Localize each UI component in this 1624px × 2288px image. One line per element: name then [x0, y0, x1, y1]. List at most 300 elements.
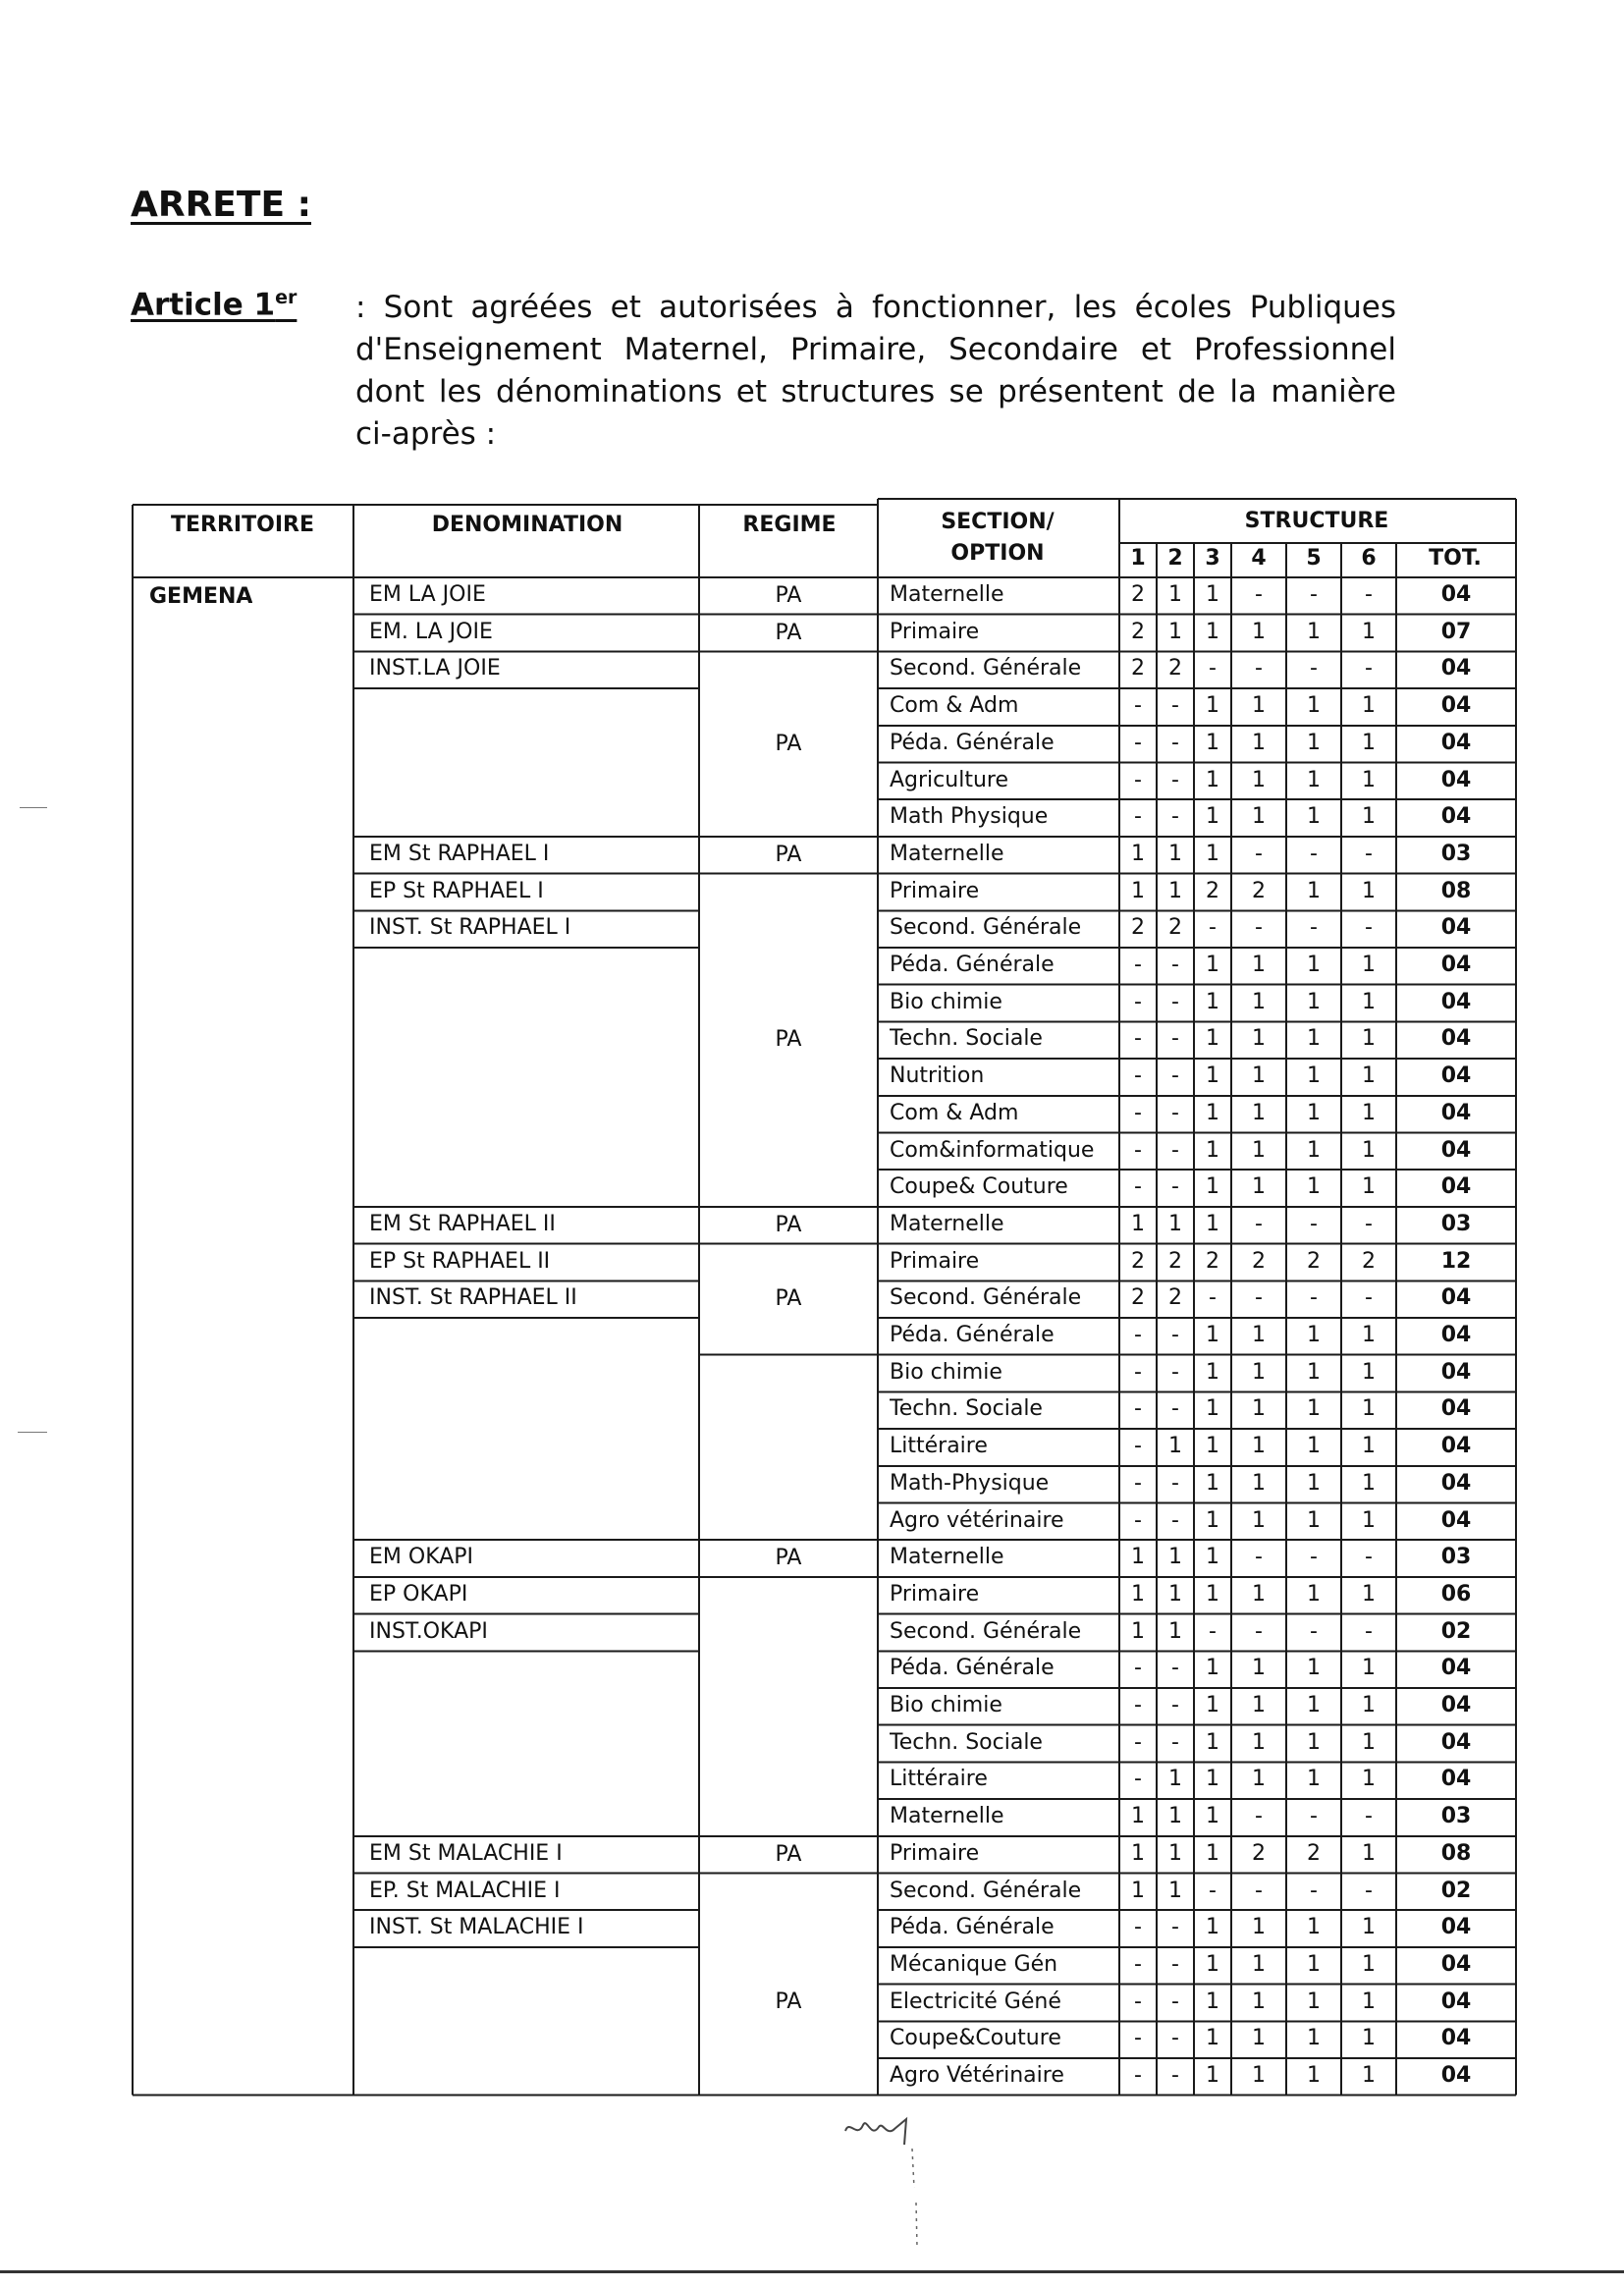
structure-level-3: -: [1209, 1878, 1217, 1903]
structure-level-1: -: [1134, 1026, 1142, 1052]
structure-total: 04: [1440, 1396, 1472, 1422]
structure-level-6: 1: [1362, 1988, 1376, 2014]
school-name: INST. St MALACHIE I: [369, 1915, 584, 1940]
section-option: Primaire: [890, 1248, 980, 1274]
structure-level-5: -: [1310, 1211, 1318, 1236]
structure-level-5: 1: [1307, 619, 1321, 644]
structure-total: 08: [1440, 1840, 1472, 1866]
structure-level-2: -: [1171, 1656, 1179, 1681]
section-option: Péda. Générale: [890, 1323, 1055, 1347]
structure-level-3: 1: [1206, 582, 1219, 607]
structure-level-4: 1: [1252, 1323, 1266, 1347]
header-regime: REGIME: [742, 513, 837, 537]
structure-level-1: -: [1134, 1100, 1142, 1125]
section-option: Péda. Générale: [890, 1656, 1055, 1681]
section-option: Maternelle: [890, 841, 1004, 866]
structure-level-3: 1: [1206, 1988, 1219, 2014]
structure-level-2: 1: [1168, 878, 1182, 903]
structure-level-1: -: [1134, 1951, 1142, 1977]
structure-level-3: 2: [1206, 1248, 1219, 1274]
header-section-line2: OPTION: [950, 541, 1045, 566]
structure-level-4: -: [1255, 1285, 1263, 1311]
structure-level-2: 2: [1168, 656, 1182, 681]
structure-level-3: 1: [1206, 1693, 1219, 1717]
structure-level-4: 1: [1252, 1656, 1266, 1681]
structure-level-4: -: [1255, 1878, 1263, 1903]
structure-level-3: -: [1209, 1618, 1217, 1644]
structure-level-2: 1: [1168, 1804, 1182, 1829]
school-name: INST. St RAPHAEL I: [369, 915, 571, 941]
section-option: Agriculture: [890, 767, 1008, 792]
header-denomination: DENOMINATION: [431, 513, 623, 537]
structure-level-3: 1: [1206, 1656, 1219, 1681]
structure-total: 04: [1440, 953, 1472, 977]
section-option: Agro vétérinaire: [890, 1507, 1064, 1533]
structure-total: 04: [1440, 1656, 1472, 1681]
structure-total: 04: [1440, 1507, 1472, 1533]
header-total: TOT.: [1429, 546, 1482, 571]
structure-total: 04: [1440, 804, 1472, 830]
structure-level-4: 1: [1252, 767, 1266, 792]
section-option: Nutrition: [890, 1063, 985, 1089]
structure-level-6: -: [1365, 582, 1373, 607]
structure-level-6: 1: [1362, 804, 1376, 830]
structure-level-6: -: [1365, 1285, 1373, 1311]
section-option: Com&informatique: [890, 1137, 1095, 1163]
structure-level-1: 1: [1131, 1840, 1145, 1866]
structure-total: 02: [1440, 1618, 1472, 1644]
structure-total: 04: [1440, 1951, 1472, 1977]
structure-total: 04: [1440, 767, 1472, 792]
structure-level-5: 1: [1307, 693, 1321, 719]
structure-level-2: -: [1171, 989, 1179, 1014]
structure-level-6: 1: [1362, 1507, 1376, 1533]
structure-level-6: 1: [1362, 767, 1376, 792]
structure-level-4: -: [1255, 1545, 1263, 1570]
structure-total: 04: [1440, 693, 1472, 719]
header-level-6: 6: [1361, 546, 1377, 571]
section-option: Second. Générale: [890, 1878, 1082, 1903]
structure-level-5: -: [1310, 1618, 1318, 1644]
structure-level-4: 1: [1252, 2026, 1266, 2051]
structure-level-6: 1: [1362, 2063, 1376, 2088]
school-name: EP. St MALACHIE I: [369, 1878, 561, 1903]
structure-level-3: 1: [1206, 1211, 1219, 1236]
structure-level-4: -: [1255, 1804, 1263, 1829]
header-level-1: 1: [1130, 546, 1146, 571]
structure-level-1: -: [1134, 693, 1142, 719]
structure-level-2: 1: [1168, 1545, 1182, 1570]
structure-level-5: 1: [1307, 730, 1321, 755]
section-option: Bio chimie: [890, 989, 1002, 1014]
regime-value: PA: [775, 1212, 802, 1237]
structure-level-6: 1: [1362, 1174, 1376, 1200]
structure-level-4: 1: [1252, 1063, 1266, 1089]
structure-level-1: -: [1134, 767, 1142, 792]
section-option: Maternelle: [890, 1211, 1004, 1236]
structure-level-6: -: [1365, 656, 1373, 681]
structure-level-5: 1: [1307, 1693, 1321, 1717]
structure-level-5: 2: [1307, 1248, 1321, 1274]
structure-level-1: 1: [1131, 1545, 1145, 1570]
structure-level-2: -: [1171, 1951, 1179, 1977]
structure-level-2: -: [1171, 1470, 1179, 1496]
structure-level-4: 1: [1252, 1434, 1266, 1459]
structure-level-1: 1: [1131, 1804, 1145, 1829]
structure-level-3: 1: [1206, 2063, 1219, 2088]
structure-total: 04: [1440, 730, 1472, 755]
section-option: Bio chimie: [890, 1693, 1002, 1717]
structure-level-6: 1: [1362, 1359, 1376, 1385]
structure-level-2: 1: [1168, 1581, 1182, 1607]
structure-level-2: 2: [1168, 1285, 1182, 1311]
structure-level-1: -: [1134, 1174, 1142, 1200]
section-option: Com & Adm: [890, 693, 1019, 719]
structure-level-6: -: [1365, 1618, 1373, 1644]
structure-level-5: 1: [1307, 1581, 1321, 1607]
structure-level-4: -: [1255, 582, 1263, 607]
structure-level-3: 1: [1206, 1323, 1219, 1347]
structure-level-3: 1: [1206, 1396, 1219, 1422]
regime-value: PA: [775, 620, 802, 645]
structure-level-2: 1: [1168, 582, 1182, 607]
structure-level-1: -: [1134, 1137, 1142, 1163]
structure-level-5: -: [1310, 1545, 1318, 1570]
header-territoire: TERRITOIRE: [171, 513, 314, 537]
structure-level-3: -: [1209, 656, 1217, 681]
structure-level-4: 1: [1252, 1581, 1266, 1607]
structure-level-2: -: [1171, 1729, 1179, 1755]
structure-level-6: -: [1365, 1878, 1373, 1903]
structure-level-1: -: [1134, 1470, 1142, 1496]
structure-level-5: -: [1310, 1878, 1318, 1903]
structure-level-1: -: [1134, 1507, 1142, 1533]
section-option: Littéraire: [890, 1767, 988, 1792]
structure-total: 04: [1440, 1137, 1472, 1163]
structure-level-2: -: [1171, 1693, 1179, 1717]
structure-total: 07: [1440, 619, 1472, 644]
structure-level-2: 1: [1168, 1434, 1182, 1459]
structure-level-4: 1: [1252, 2063, 1266, 2088]
header-level-2: 2: [1167, 546, 1183, 571]
regime-value: PA: [775, 731, 802, 756]
structure-level-4: 1: [1252, 1767, 1266, 1792]
section-option: Math-Physique: [890, 1470, 1050, 1496]
structure-level-5: -: [1310, 656, 1318, 681]
structure-level-4: 1: [1252, 1693, 1266, 1717]
structure-total: 03: [1440, 1211, 1472, 1236]
structure-total: 04: [1440, 1693, 1472, 1717]
section-option: Second. Générale: [890, 1618, 1082, 1644]
section-option: Techn. Sociale: [890, 1026, 1043, 1052]
structure-level-3: 1: [1206, 1804, 1219, 1829]
structure-level-5: 1: [1307, 2063, 1321, 2088]
structure-level-2: -: [1171, 767, 1179, 792]
structure-level-6: 1: [1362, 1137, 1376, 1163]
structure-level-2: -: [1171, 1063, 1179, 1089]
school-name: EM. LA JOIE: [369, 619, 493, 644]
structure-level-5: 1: [1307, 1729, 1321, 1755]
section-option: Math Physique: [890, 804, 1049, 830]
structure-level-5: 1: [1307, 953, 1321, 977]
structure-level-5: -: [1310, 841, 1318, 866]
structure-level-1: -: [1134, 1396, 1142, 1422]
section-option: Coupe&Couture: [890, 2026, 1061, 2051]
structure-level-4: 2: [1252, 1840, 1266, 1866]
structure-level-2: 2: [1168, 1248, 1182, 1274]
structure-level-5: 1: [1307, 1988, 1321, 2014]
structure-level-3: 1: [1206, 2026, 1219, 2051]
section-option: Coupe& Couture: [890, 1174, 1068, 1200]
bottom-rule: [0, 2270, 1624, 2273]
structure-level-4: -: [1255, 915, 1263, 941]
structure-level-1: -: [1134, 1323, 1142, 1347]
structure-level-6: 1: [1362, 953, 1376, 977]
structure-level-4: 1: [1252, 1951, 1266, 1977]
section-option: Mécanique Gén: [890, 1951, 1058, 1977]
school-name: INST.OKAPI: [369, 1618, 488, 1644]
structure-level-6: 1: [1362, 989, 1376, 1014]
structure-level-2: 1: [1168, 841, 1182, 866]
structure-level-4: -: [1255, 841, 1263, 866]
structure-level-4: -: [1255, 1618, 1263, 1644]
structure-level-6: -: [1365, 1211, 1373, 1236]
regime-value: PA: [775, 1989, 802, 2015]
section-option: Péda. Générale: [890, 1915, 1055, 1940]
structure-level-5: 1: [1307, 1470, 1321, 1496]
structure-level-2: -: [1171, 1359, 1179, 1385]
section-option: Maternelle: [890, 1804, 1004, 1829]
decree-heading: ARRETE :: [131, 185, 311, 225]
structure-level-6: 1: [1362, 1100, 1376, 1125]
structure-level-2: -: [1171, 1100, 1179, 1125]
structure-level-2: -: [1171, 953, 1179, 977]
school-name: EP St RAPHAEL I: [369, 878, 544, 903]
regime-value: PA: [775, 1841, 802, 1867]
structure-level-4: 1: [1252, 1729, 1266, 1755]
structure-level-1: -: [1134, 1434, 1142, 1459]
structure-level-1: -: [1134, 1656, 1142, 1681]
structure-level-2: 1: [1168, 1618, 1182, 1644]
structure-total: 04: [1440, 1729, 1472, 1755]
structure-level-2: -: [1171, 1174, 1179, 1200]
school-name: EM LA JOIE: [369, 582, 486, 607]
structure-level-2: -: [1171, 1137, 1179, 1163]
structure-total: 04: [1440, 1174, 1472, 1200]
structure-level-4: 1: [1252, 1137, 1266, 1163]
structure-level-6: 1: [1362, 1323, 1376, 1347]
school-name: INST.LA JOIE: [369, 656, 501, 681]
structure-level-3: 1: [1206, 1137, 1219, 1163]
handwritten-initials: [839, 2109, 928, 2257]
structure-level-4: 1: [1252, 1470, 1266, 1496]
structure-total: 03: [1440, 1545, 1472, 1570]
section-option: Littéraire: [890, 1434, 988, 1459]
structure-level-1: 1: [1131, 878, 1145, 903]
section-option: Maternelle: [890, 1545, 1004, 1570]
section-option: Second. Générale: [890, 915, 1082, 941]
structure-level-5: -: [1310, 1285, 1318, 1311]
school-name: EP OKAPI: [369, 1581, 468, 1607]
structure-level-1: 1: [1131, 1211, 1145, 1236]
structure-level-1: -: [1134, 1915, 1142, 1940]
structure-level-3: 1: [1206, 1470, 1219, 1496]
structure-level-3: 1: [1206, 1581, 1219, 1607]
structure-level-6: 1: [1362, 1840, 1376, 1866]
structure-level-4: 1: [1252, 730, 1266, 755]
structure-level-6: 1: [1362, 730, 1376, 755]
structure-level-3: 1: [1206, 619, 1219, 644]
structure-level-4: 1: [1252, 1359, 1266, 1385]
structure-level-2: -: [1171, 2063, 1179, 2088]
structure-level-5: 1: [1307, 1434, 1321, 1459]
structure-total: 03: [1440, 1804, 1472, 1829]
structure-level-6: -: [1365, 841, 1373, 866]
structure-level-3: 1: [1206, 767, 1219, 792]
header-level-3: 3: [1205, 546, 1220, 571]
section-option: Electricité Géné: [890, 1988, 1061, 2014]
structure-total: 04: [1440, 1323, 1472, 1347]
regime-value: PA: [775, 1027, 802, 1053]
structure-level-3: 1: [1206, 693, 1219, 719]
structure-level-2: 1: [1168, 1767, 1182, 1792]
structure-level-4: 2: [1252, 1248, 1266, 1274]
structure-level-6: 1: [1362, 1915, 1376, 1940]
structure-level-6: 1: [1362, 2026, 1376, 2051]
structure-level-4: 1: [1252, 1174, 1266, 1200]
structure-level-1: -: [1134, 804, 1142, 830]
structure-level-3: 1: [1206, 1951, 1219, 1977]
structure-level-2: 2: [1168, 915, 1182, 941]
structure-level-2: -: [1171, 1396, 1179, 1422]
school-name: INST. St RAPHAEL II: [369, 1285, 577, 1311]
structure-level-3: -: [1209, 915, 1217, 941]
structure-level-3: 1: [1206, 1840, 1219, 1866]
structure-level-1: -: [1134, 1359, 1142, 1385]
structure-total: 12: [1440, 1248, 1472, 1274]
structure-total: 04: [1440, 2026, 1472, 2051]
structure-total: 04: [1440, 1100, 1472, 1125]
structure-level-6: 1: [1362, 1470, 1376, 1496]
structure-level-1: -: [1134, 989, 1142, 1014]
regime-value: PA: [775, 842, 802, 867]
structure-total: 06: [1440, 1581, 1472, 1607]
structure-level-3: 1: [1206, 989, 1219, 1014]
structure-total: 03: [1440, 841, 1472, 866]
structure-level-6: 1: [1362, 693, 1376, 719]
territoire-name: GEMENA: [149, 584, 253, 609]
structure-level-5: 1: [1307, 1137, 1321, 1163]
structure-total: 04: [1440, 1063, 1472, 1089]
structure-level-5: 1: [1307, 767, 1321, 792]
structure-level-6: 1: [1362, 619, 1376, 644]
structure-level-4: 1: [1252, 1026, 1266, 1052]
structure-level-3: 1: [1206, 1767, 1219, 1792]
structure-level-3: 1: [1206, 953, 1219, 977]
structure-level-1: 2: [1131, 915, 1145, 941]
section-option: Péda. Générale: [890, 730, 1055, 755]
structure-level-2: -: [1171, 1323, 1179, 1347]
structure-level-3: 1: [1206, 1174, 1219, 1200]
structure-level-1: 2: [1131, 1248, 1145, 1274]
structure-total: 02: [1440, 1878, 1472, 1903]
structure-level-6: -: [1365, 1804, 1373, 1829]
structure-level-4: 1: [1252, 953, 1266, 977]
school-name: EM St MALACHIE I: [369, 1840, 563, 1866]
structure-level-6: 1: [1362, 1434, 1376, 1459]
structure-level-4: 2: [1252, 878, 1266, 903]
structure-level-1: -: [1134, 1063, 1142, 1089]
header-level-5: 5: [1306, 546, 1322, 571]
structure-level-1: -: [1134, 1767, 1142, 1792]
structure-level-1: 1: [1131, 1618, 1145, 1644]
structure-level-1: -: [1134, 730, 1142, 755]
section-option: Bio chimie: [890, 1359, 1002, 1385]
structure-level-5: 1: [1307, 1656, 1321, 1681]
structure-total: 08: [1440, 878, 1472, 903]
structure-level-3: 1: [1206, 804, 1219, 830]
structure-level-6: 2: [1362, 1248, 1376, 1274]
structure-level-2: 1: [1168, 1840, 1182, 1866]
regime-value: PA: [775, 1286, 802, 1312]
structure-level-5: 1: [1307, 989, 1321, 1014]
structure-total: 04: [1440, 1026, 1472, 1052]
structure-level-1: -: [1134, 2063, 1142, 2088]
structure-level-5: 1: [1307, 804, 1321, 830]
structure-level-3: 1: [1206, 1063, 1219, 1089]
structure-level-5: 1: [1307, 878, 1321, 903]
structure-level-6: 1: [1362, 1063, 1376, 1089]
section-option: Maternelle: [890, 582, 1004, 607]
article-text: : Sont agréées et autorisées à fonctionner, les écoles Publiques d'Enseignement Maternel, Primaire, Secondaire et Professionnel dont les dénominations et structures se présentent de la manière ci-après :: [355, 290, 1396, 452]
structure-level-5: -: [1310, 915, 1318, 941]
structure-level-4: 1: [1252, 1100, 1266, 1125]
structure-level-3: 1: [1206, 1359, 1219, 1385]
structure-total: 04: [1440, 2063, 1472, 2088]
structure-level-1: -: [1134, 953, 1142, 977]
structure-level-3: 1: [1206, 1434, 1219, 1459]
structure-total: 04: [1440, 1434, 1472, 1459]
structure-level-5: 1: [1307, 1100, 1321, 1125]
school-name: EP St RAPHAEL II: [369, 1248, 551, 1274]
structure-level-1: 1: [1131, 1878, 1145, 1903]
structure-level-5: 1: [1307, 1026, 1321, 1052]
structure-total: 04: [1440, 1470, 1472, 1496]
section-option: Techn. Sociale: [890, 1396, 1043, 1422]
structure-level-1: 2: [1131, 582, 1145, 607]
structure-level-5: 1: [1307, 1174, 1321, 1200]
structure-level-3: 1: [1206, 730, 1219, 755]
section-option: Primaire: [890, 1581, 980, 1607]
structure-level-4: 1: [1252, 619, 1266, 644]
article-label-superscript: er: [275, 287, 298, 308]
structure-level-3: 1: [1206, 841, 1219, 866]
structure-level-4: 1: [1252, 804, 1266, 830]
regime-value: PA: [775, 1546, 802, 1571]
section-option: Techn. Sociale: [890, 1729, 1043, 1755]
structure-level-5: 1: [1307, 1951, 1321, 1977]
structure-level-2: -: [1171, 730, 1179, 755]
structure-level-1: 2: [1131, 656, 1145, 681]
section-option: Primaire: [890, 1840, 980, 1866]
structure-level-4: -: [1255, 656, 1263, 681]
structure-level-2: -: [1171, 804, 1179, 830]
structure-level-6: 1: [1362, 1581, 1376, 1607]
structure-level-5: 1: [1307, 1359, 1321, 1385]
structure-level-2: -: [1171, 1026, 1179, 1052]
section-option: Agro Vétérinaire: [890, 2063, 1064, 2088]
structure-level-5: 1: [1307, 2026, 1321, 2051]
